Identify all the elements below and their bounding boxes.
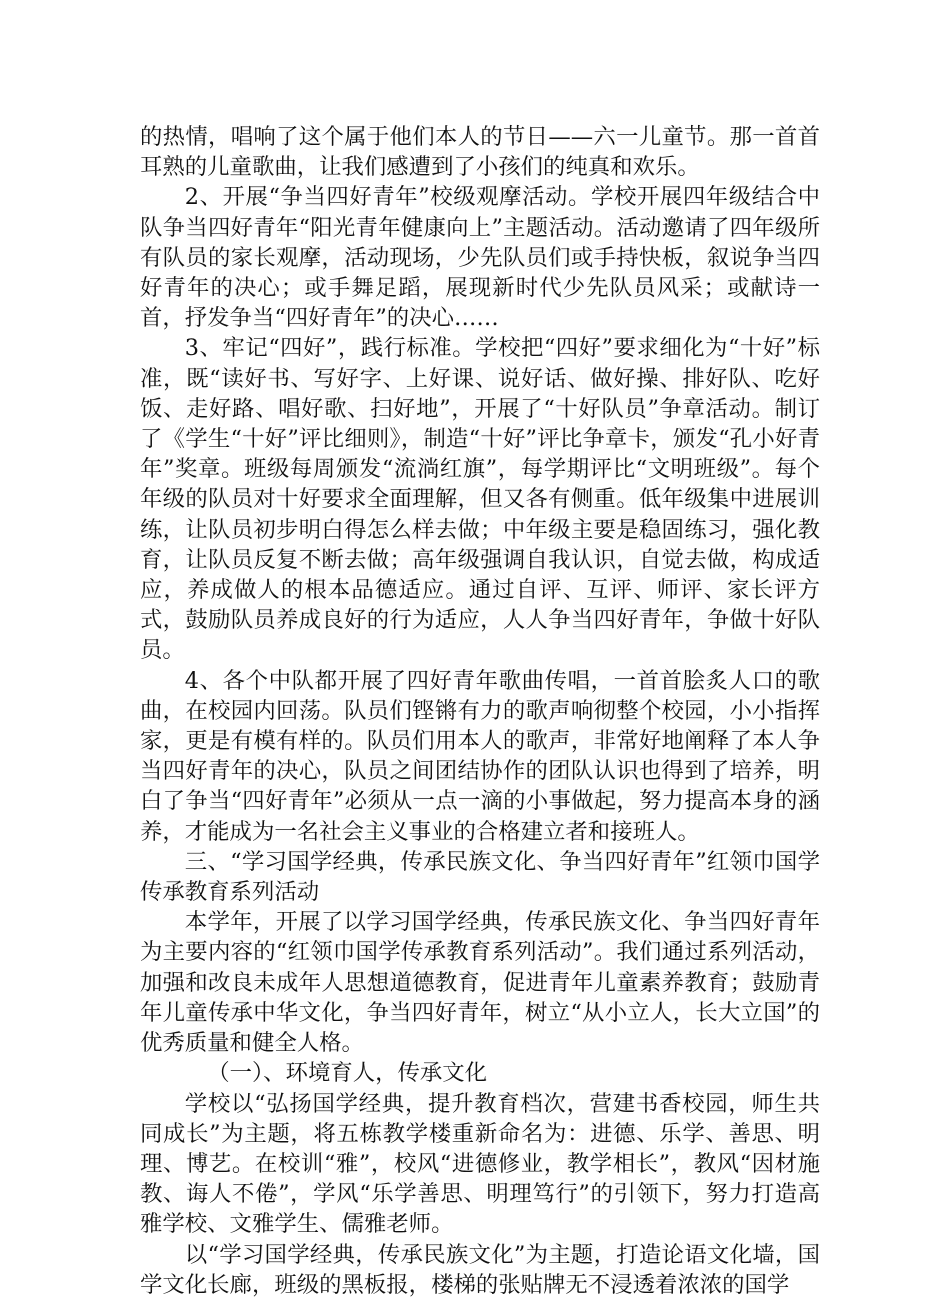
paragraph-section-intro: 本学年，开展了以学习国学经典，传承民族文化、争当四好青年为主要内容的“红领巾国学传承教育系列活动”。我们通过系列活动，加强和改良未成年人思想道德教育，促进青年儿童素养教育；鼓励青年儿童传承中华文化，争当四好青年，树立“从小立人，长大立国”的优秀质量和健全人格。 xyxy=(140,909,820,1057)
document-body xyxy=(140,122,820,1300)
section-heading-three: 三、“学习国学经典，传承民族文化、争当四好青年”红领巾国学传承教育系列活动 xyxy=(140,848,820,906)
paragraph-item-2: 2、开展“争当四好青年”校级观摩活动。学校开展四年级结合中队争当四好青年“阳光青年健康向上”主题活动。活动邀请了四年级所有队员的家长观摩，活动现场，少先队员们或手持快板，叙说争当四好青年的决心；或手舞足蹈，展现新时代少先队员风采；或献诗一首，抒发争当“四好青年”的决心…… xyxy=(140,184,820,332)
paragraph-item-4: 4、各个中队都开展了四好青年歌曲传唱，一首首脍炙人口的歌曲，在校园内回荡。队员们铿锵有力的歌声响彻整个校园，小小指挥家，更是有模有样的。队员们用本人的歌声，非常好地阐释了本人争当四好青年的决心，队员之间团结协作的团队认识也得到了培养，明白了争当“四好青年”必须从一点一滴的小事做起，努力提高本身的涵养，才能成为一名社会主义事业的合格建立者和接班人。 xyxy=(140,667,820,845)
paragraph-culture-wall: 以“学习国学经典，传承民族文化”为主题，打造论语文化墙，国学文化长廊，班级的黑板报，楼梯的张贴牌无不浸透着浓浓的国学 xyxy=(140,1241,820,1298)
paragraph-item-3: 3、牢记“四好”，践行标准。学校把“四好”要求细化为“十好”标准，既“读好书、写好字、上好课、说好话、做好操、排好队、吃好饭、走好路、唱好歌、扫好地”，开展了“十好队员”争章活动。制订了《学生“十好”评比细则》，制造“十好”评比争章卡，颁发“孔小好青年”奖章。班级每周颁发“流淌红旗”，每学期评比“文明班级”。每个年级的队员对十好要求全面理解，但又各有侧重。低年级集中进展训练，让队员初步明白得怎么样去做；中年级主要是稳固练习，强化教育，让队员反复不断去做；高年级强调自我认识，自觉去做，构成适应，养成做人的根本品德适应。通过自评、互评、师评、家长评方式，鼓励队员养成良好的行为适应，人人争当四好青年，争做十好队员。 xyxy=(140,335,820,664)
subsection-heading-one: （一）、环境育人，传承文化 xyxy=(207,1060,488,1087)
paragraph-school-theme: 学校以“弘扬国学经典，提升教育档次，营建书香校园，师生共同成长”为主题，将五栋教学楼重新命名为：进德、乐学、善思、明理、博艺。在校训“雅”，校风“进德修业，教学相长”，教风“因材施教、诲人不倦”，学风“乐学善思、明理笃行”的引领下，努力打造高雅学校、文雅学生、儒雅老师。 xyxy=(140,1090,820,1238)
paragraph-continuation: 的热情，唱响了这个属于他们本人的节日——六一儿童节。那一首首耳熟的儿童歌曲，让我们感遭到了小孩们的纯真和欢乐。 xyxy=(140,124,820,181)
